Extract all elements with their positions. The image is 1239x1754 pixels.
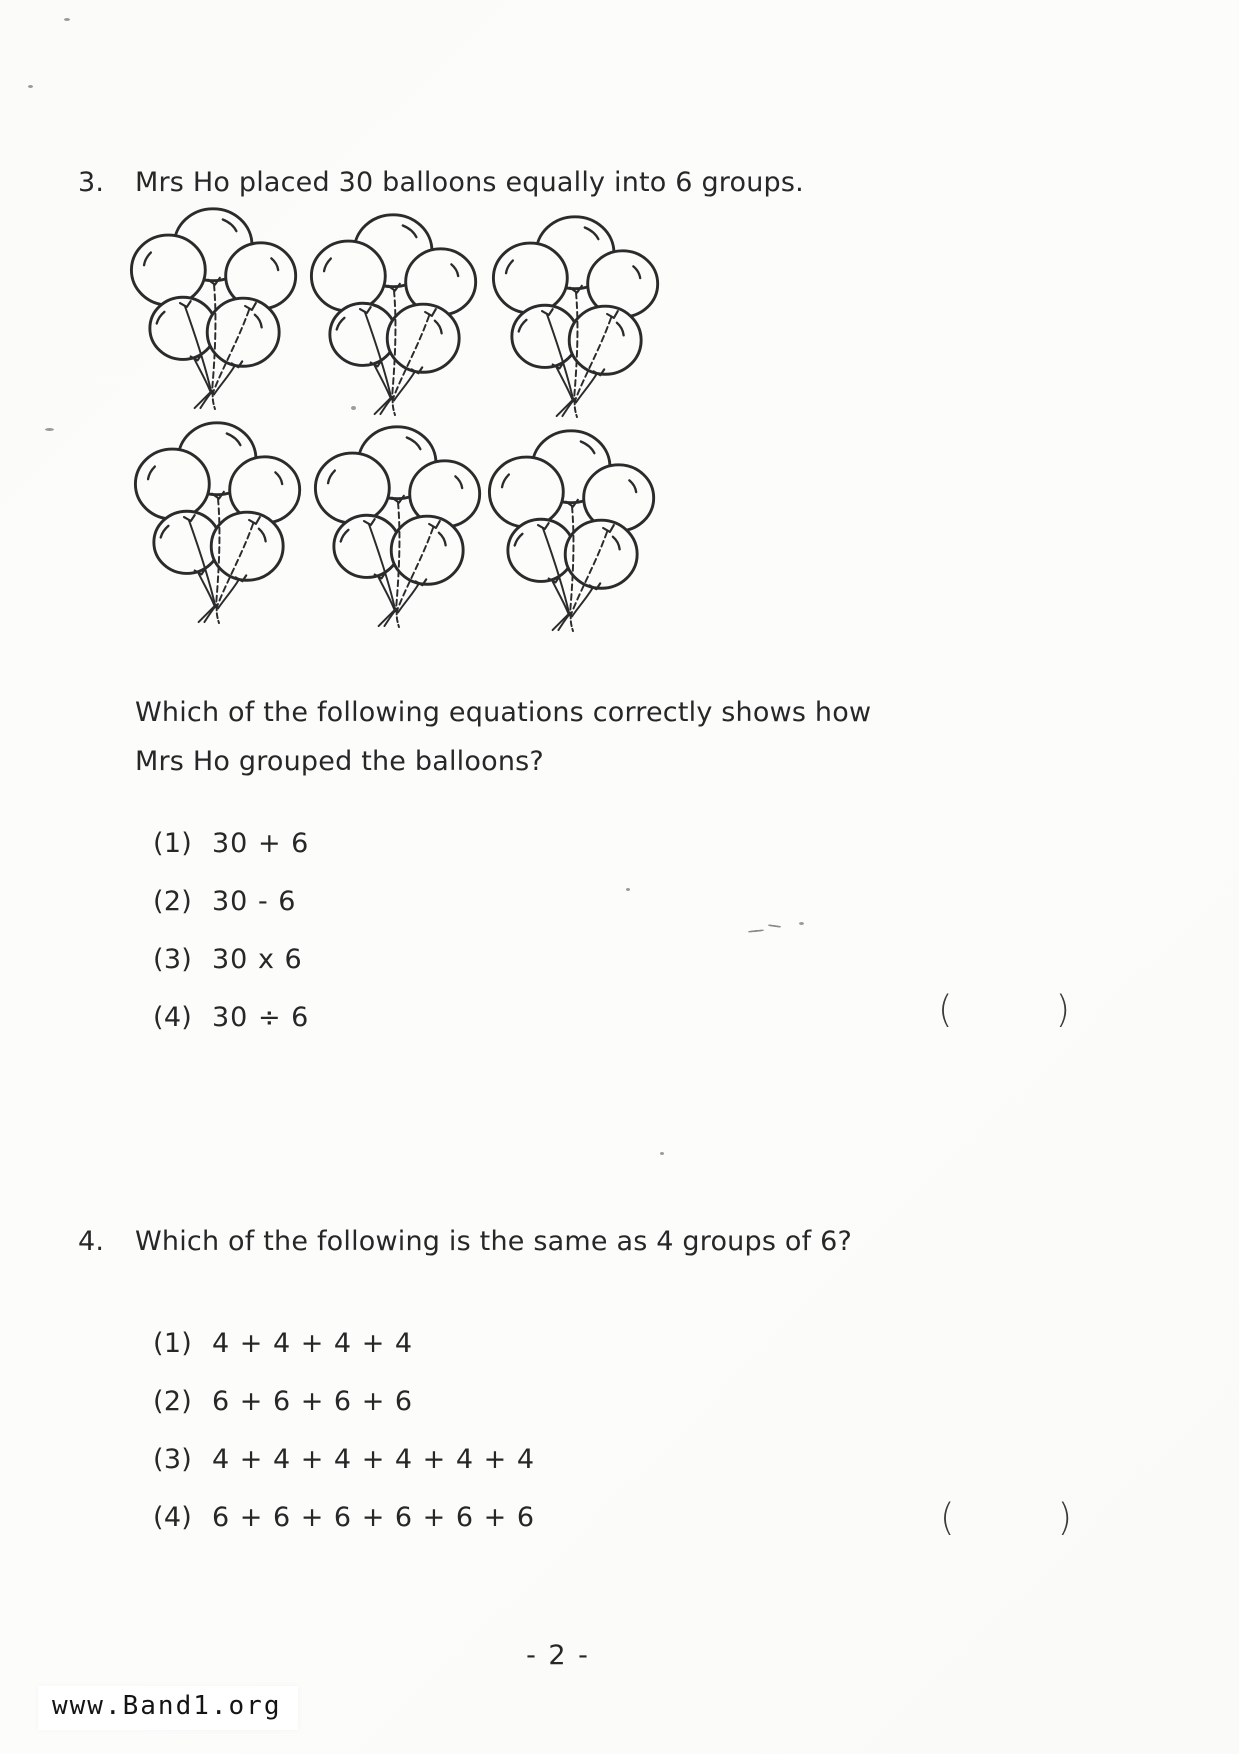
scan-speck: [660, 1152, 664, 1155]
question-4-answer-space: [940, 1496, 1072, 1539]
balloon-bunch: [315, 427, 479, 627]
option-value: 6 + 6 + 6 + 6 + 6 + 6: [212, 1502, 536, 1533]
question-4-options: [153, 1328, 535, 1560]
option-row: [153, 1386, 535, 1444]
question-3-prompt: Mrs Ho placed 30 balloons equally into 6 groups.: [135, 167, 804, 198]
option-row: [153, 1444, 535, 1502]
option-label: (2): [153, 886, 193, 917]
option-label: (2): [153, 1386, 193, 1417]
option-value: 30 + 6: [212, 828, 310, 859]
option-label: (4): [153, 1002, 193, 1033]
question-3-header: [78, 167, 804, 198]
answer-close-bracket: ): [1055, 988, 1070, 1031]
option-value: 6 + 6 + 6 + 6: [212, 1386, 414, 1417]
balloon-bunch: [135, 423, 299, 623]
question-4-number: 4.: [78, 1226, 105, 1257]
option-label: (1): [153, 828, 193, 859]
scan-speck: [799, 922, 804, 925]
option-label: (3): [153, 1444, 193, 1475]
scan-speck: [28, 85, 33, 88]
balloon-bunches-illustration: [126, 200, 701, 634]
question-3-options: [153, 828, 309, 1060]
answer-open-bracket: (: [938, 988, 953, 1031]
option-label: (3): [153, 944, 193, 975]
option-row: [153, 828, 309, 886]
page-number: - 2 -: [526, 1640, 590, 1671]
option-row: [153, 944, 309, 1002]
scan-speck: [64, 18, 70, 21]
question-4-prompt: Which of the following is the same as 4 groups of 6?: [135, 1226, 853, 1257]
balloon-bunch: [131, 209, 295, 409]
question-3-subprompt-line2: Mrs Ho grouped the balloons?: [135, 746, 544, 777]
balloon-bunch: [311, 215, 475, 415]
option-value: 30 ÷ 6: [212, 1002, 310, 1033]
scan-smudge: [748, 929, 764, 933]
option-value: 4 + 4 + 4 + 4: [212, 1328, 414, 1359]
balloon-bunch: [493, 217, 657, 417]
option-value: 4 + 4 + 4 + 4 + 4 + 4: [212, 1444, 536, 1475]
option-value: 30 - 6: [212, 886, 297, 917]
question-4-header: [78, 1226, 852, 1257]
scan-speck: [45, 428, 54, 431]
option-row: [153, 886, 309, 944]
option-row: [153, 1328, 535, 1386]
question-3-answer-space: [938, 988, 1070, 1031]
option-row: [153, 1502, 535, 1560]
balloon-bunch: [489, 431, 653, 631]
question-3-subprompt-line1: Which of the following equations correctly shows how: [135, 697, 872, 728]
answer-close-bracket: ): [1057, 1496, 1072, 1539]
scan-smudge: [768, 924, 781, 928]
option-row: [153, 1002, 309, 1060]
option-label: (1): [153, 1328, 193, 1359]
question-3-number: 3.: [78, 167, 105, 198]
question-3-subprompt: [135, 688, 871, 786]
option-value: 30 x 6: [212, 944, 303, 975]
option-label: (4): [153, 1502, 193, 1533]
answer-open-bracket: (: [940, 1496, 955, 1539]
site-watermark: www.Band1.org: [38, 1686, 298, 1730]
scan-speck: [626, 888, 630, 891]
balloon-figure: [126, 200, 701, 634]
